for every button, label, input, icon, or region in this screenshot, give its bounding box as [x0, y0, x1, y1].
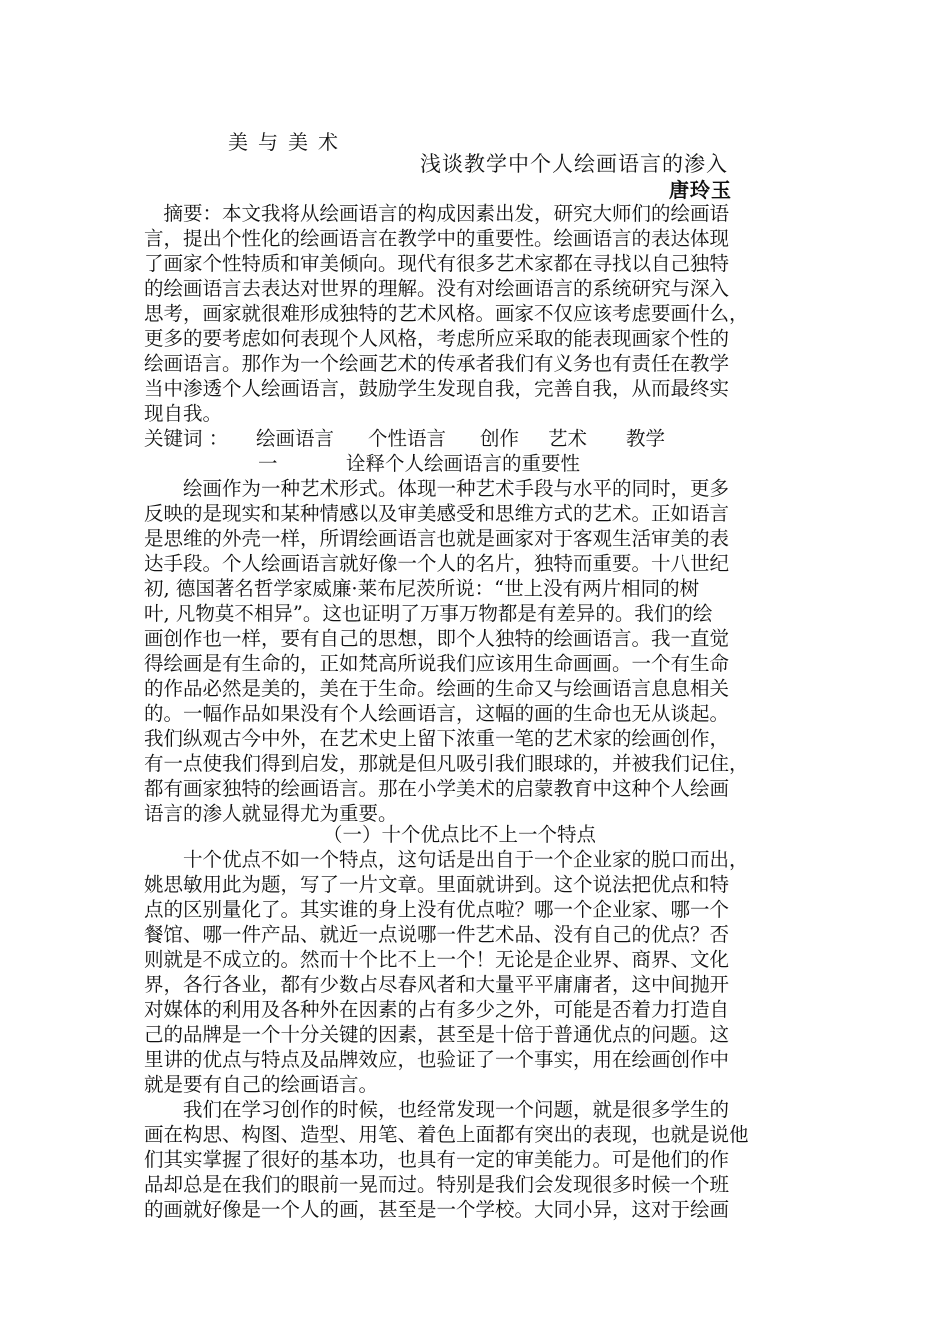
- abstract-line: 摘要：本文我将从绘画语言的构成因素出发，研究大师们的绘画语: [144, 202, 730, 225]
- body-line: 里讲的优点与特点及品牌效应，也验证了一个事实，用在绘画创作中: [144, 1048, 730, 1071]
- keyword: 个性语言: [368, 427, 447, 450]
- body-line: 姚思敏用此为题，写了一片文章。里面就讲到。这个说法把优点和特: [144, 873, 730, 896]
- body-line: 我们在学习创作的时候，也经常发现一个问题，就是很多学生的: [144, 1098, 730, 1121]
- author-name: 唐玲玉: [669, 178, 732, 202]
- section-number: 一: [258, 452, 278, 475]
- body-line: 餐馆、哪一件产品、就近一点说哪一件艺术品、没有自己的优点？否: [144, 923, 730, 946]
- abstract-line: 思考，画家就很难形成独特的艺术风格。画家不仅应该考虑要画什么，: [144, 302, 749, 325]
- body-line: 得绘画是有生命的，正如梵高所说我们应该用生命画画。一个有生命: [144, 652, 730, 675]
- keywords-row: [144, 426, 816, 451]
- body-line: 初, 德国著名哲学家威廉·莱布尼茨所说：“世上没有两片相同的树: [144, 577, 700, 600]
- abstract-line: 绘画语言。那作为一个绘画艺术的传承者我们有义务也有责任在教学: [144, 352, 730, 375]
- abstract-line: 了画家个性特质和审美倾向。现代有很多艺术家都在寻找以自己独特: [144, 252, 730, 275]
- abstract-line: 当中渗透个人绘画语言，鼓励学生发现自我，完善自我，从而最终实: [144, 377, 730, 400]
- subsection-title: （一）十个优点比不上一个特点: [323, 823, 597, 846]
- abstract-line: 的绘画语言去表达对世界的理解。没有对绘画语言的系统研究与深入: [144, 277, 730, 300]
- body-line: 对媒体的利用及各种外在因素的占有多少之外，可能是否着力打造自: [144, 998, 730, 1021]
- body-line: 绘画作为一种艺术形式。体现一种艺术手段与水平的同时，更多: [144, 477, 730, 500]
- body-line: 们其实掌握了很好的基本功，也具有一定的审美能力。可是他们的作: [144, 1148, 730, 1171]
- body-line: 反映的是现实和某种情感以及审美感受和思维方式的艺术。正如语言: [144, 502, 730, 525]
- abstract-line: 言，提出个性化的绘画语言在教学中的重要性。绘画语言的表达体现: [144, 227, 730, 250]
- section-title: 诠释个人绘画语言的重要性: [346, 452, 581, 475]
- body-line: 语言的渗人就显得尤为重要。: [144, 802, 398, 825]
- body-line: 的。一幅作品如果没有个人绘画语言，这幅的画的生命也无从谈起。: [144, 702, 730, 725]
- abstract-line: 更多的要考虑如何表现个人风格，考虑所应采取的能表现画家个性的: [144, 327, 730, 350]
- body-line: 我们纵观古今中外，在艺术史上留下浓重一笔的艺术家的绘画创作，: [144, 727, 730, 750]
- body-line: 己的品牌是一个十分关键的因素，甚至是十倍于普通优点的问题。这: [144, 1023, 730, 1046]
- keyword: 教学: [626, 427, 666, 450]
- column-label: 美与美术: [228, 130, 348, 154]
- keyword: 绘画语言: [256, 427, 335, 450]
- article-title: 浅谈教学中个人绘画语言的渗入: [420, 152, 728, 176]
- body-line: 品却总是在我们的眼前一晃而过。特别是我们会发现很多时候一个班: [144, 1173, 730, 1196]
- body-line: 有一点使我们得到启发，那就是但凡吸引我们眼球的，并被我们记住，: [144, 752, 749, 775]
- keywords-label: 关键词 ：: [144, 427, 229, 450]
- body-line: 界，各行各业，都有少数占尽春风者和大量平平庸庸者，这中间抛开: [144, 973, 730, 996]
- body-line: 就是要有自己的绘画语言。: [144, 1073, 379, 1096]
- section-heading: [0, 451, 950, 476]
- body-line: 点的区别量化了。其实谁的身上没有优点啦？哪一个企业家、哪一个: [144, 898, 730, 921]
- body-line: 则就是不成立的。然而十个比不上一个！无论是企业界、商界、文化: [144, 948, 730, 971]
- body-line: 十个优点不如一个特点，这句话是出自于一个企业家的脱口而出，: [144, 848, 749, 871]
- body-line: 叶, 凡物莫不相异”。这也证明了万事万物都是有差异的。我们的绘: [144, 602, 713, 625]
- body-line: 的作品必然是美的，美在于生命。绘画的生命又与绘画语言息息相关: [144, 677, 730, 700]
- body-line: 都有画家独特的绘画语言。那在小学美术的启蒙教育中这种个人绘画: [144, 777, 730, 800]
- body-line: 是思维的外壳一样，所谓绘画语言也就是画家对于客观生活审美的表: [144, 527, 730, 550]
- body-line: 画创作也一样，要有自己的思想，即个人独特的绘画语言。我一直觉: [144, 627, 730, 650]
- body-line: 画在构思、构图、造型、用笔、着色上面都有突出的表现，也就是说他: [144, 1123, 749, 1146]
- abstract-line: 现自我。: [144, 402, 223, 425]
- body-line: 的画就好像是一个人的画，甚至是一个学校。大同小异，这对于绘画: [144, 1198, 730, 1221]
- keyword: 创作: [480, 427, 520, 450]
- body-line: 达手段。个人绘画语言就好像一个人的名片，独特而重要。十八世纪: [144, 552, 730, 575]
- keyword: 艺术: [548, 427, 588, 450]
